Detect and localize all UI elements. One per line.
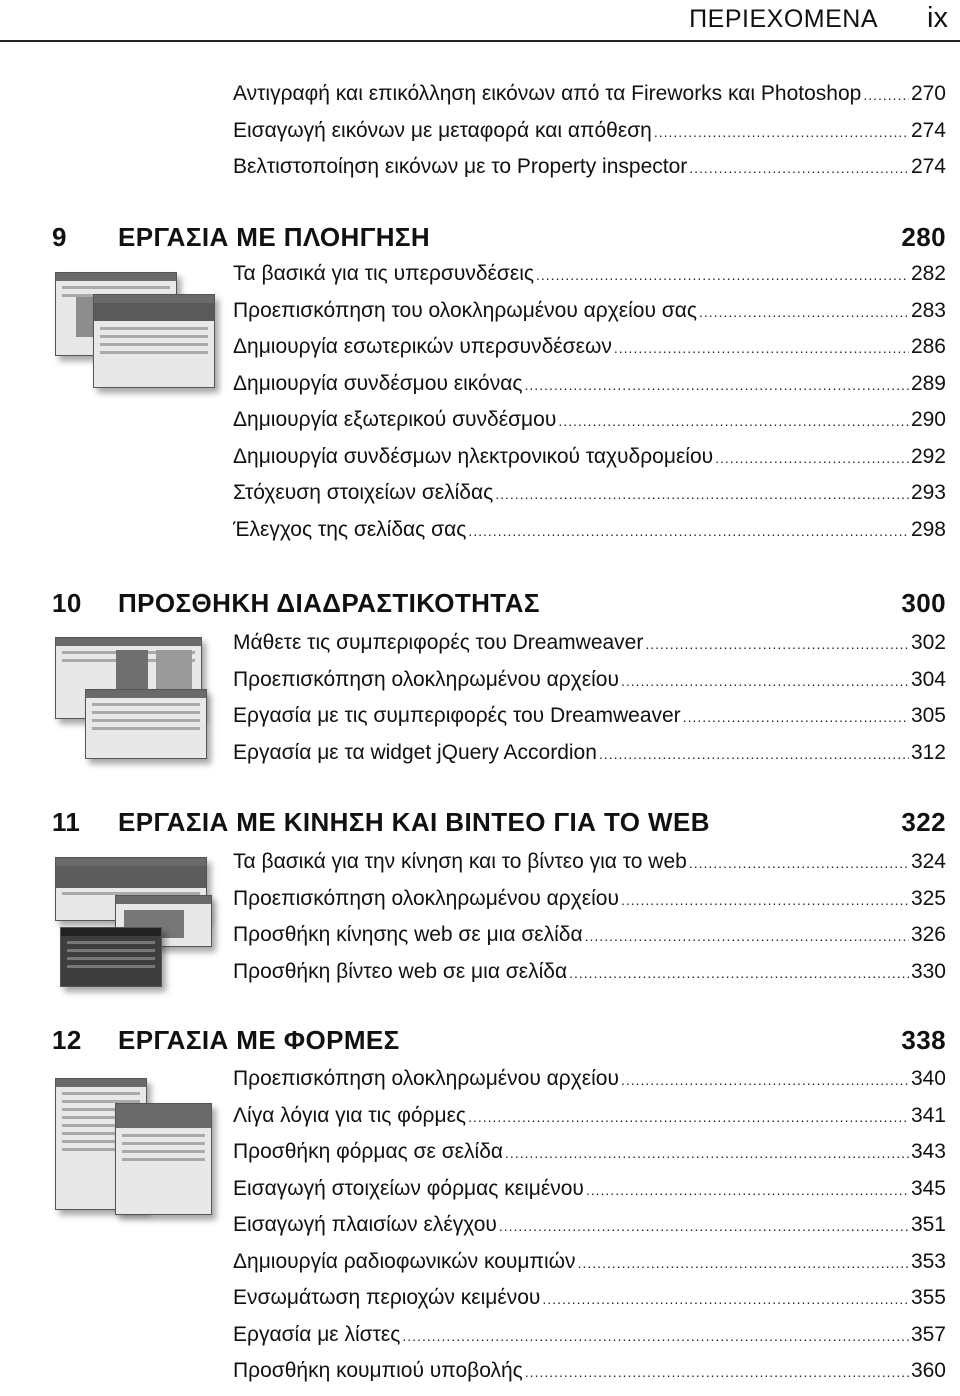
toc-entry[interactable]: Αντιγραφή και επικόλληση εικόνων από τα Fireworks και Photoshop ..... 270 bbox=[233, 82, 946, 119]
toc-entry[interactable]: Εργασία με λίστες ..... 357 bbox=[233, 1323, 946, 1360]
toc-entry[interactable]: Λίγα λόγια για τις φόρμες ..... 341 bbox=[233, 1104, 946, 1141]
chapter-12-heading[interactable]: 12 ΕΡΓΑΣΙΑ ΜΕ ΦΟΡΜΕΣ 338 bbox=[52, 1025, 946, 1055]
toc-entry[interactable]: Έλεγχος της σελίδας σας ..... 298 bbox=[233, 518, 946, 555]
toc-entry[interactable]: Προεπισκόπηση ολοκληρωμένου αρχείου ..... 304 bbox=[233, 668, 946, 705]
chapter-11-entries bbox=[233, 850, 946, 996]
header-rule bbox=[0, 40, 960, 42]
toc-entry[interactable]: Προσθήκη κίνησης web σε μια σελίδα ..... 326 bbox=[233, 923, 946, 960]
toc-entry[interactable]: Δημιουργία ραδιοφωνικών κουμπιών ..... 353 bbox=[233, 1250, 946, 1287]
chapter-11-screenshots bbox=[55, 857, 215, 992]
toc-entry[interactable]: Δημιουργία εξωτερικού συνδέσμου ..... 290 bbox=[233, 408, 946, 445]
header-title: ΠΕΡΙΕΧΟΜΕΝΑ bbox=[689, 5, 878, 33]
toc-entry[interactable]: Προσθήκη φόρμας σε σελίδα ..... 343 bbox=[233, 1140, 946, 1177]
toc-entry[interactable]: Δημιουργία συνδέσμων ηλεκτρονικού ταχυδρομείου ..... 292 bbox=[233, 445, 946, 482]
toc-entry[interactable]: Τα βασικά για τις υπερσυνδέσεις ..... 282 bbox=[233, 262, 946, 299]
chapter-9-heading[interactable]: 9 ΕΡΓΑΣΙΑ ΜΕ ΠΛΟΗΓΗΣΗ 280 bbox=[52, 222, 946, 252]
toc-entry[interactable]: Προεπισκόπηση του ολοκληρωμένου αρχείου σας ..... 283 bbox=[233, 299, 946, 336]
toc-entry[interactable]: Εργασία με τις συμπεριφορές του Dreamweaver ..... 305 bbox=[233, 704, 946, 741]
toc-entry[interactable]: Εισαγωγή στοιχείων φόρμας κειμένου ..... 345 bbox=[233, 1177, 946, 1214]
toc-entry[interactable]: Δημιουργία εσωτερικών υπερσυνδέσεων ..... 286 bbox=[233, 335, 946, 372]
chapter-9-entries bbox=[233, 262, 946, 554]
chapter-12-entries bbox=[233, 1067, 946, 1396]
toc-entry[interactable]: Εισαγωγή πλαισίων ελέγχου ..... 351 bbox=[233, 1213, 946, 1250]
toc-entry[interactable]: Στόχευση στοιχείων σελίδας ..... 293 bbox=[233, 481, 946, 518]
toc-entry[interactable]: Προεπισκόπηση ολοκληρωμένου αρχείου ..... 325 bbox=[233, 887, 946, 924]
page-header bbox=[0, 0, 960, 44]
toc-entry[interactable]: Προεπισκόπηση ολοκληρωμένου αρχείου ..... 340 bbox=[233, 1067, 946, 1104]
toc-entry[interactable]: Προσθήκη βίντεο web σε μια σελίδα ..... 330 bbox=[233, 960, 946, 997]
toc-entry[interactable]: Βελτιστοποίηση εικόνων με το Property inspector ..... 274 bbox=[233, 155, 946, 192]
chapter-9-screenshots bbox=[55, 272, 215, 392]
top-entries bbox=[233, 82, 946, 192]
chapter-10-entries bbox=[233, 631, 946, 777]
toc-entry[interactable]: Δημιουργία συνδέσμου εικόνας ..... 289 bbox=[233, 372, 946, 409]
toc-entry[interactable]: Εισαγωγή εικόνων με μεταφορά και απόθεση ..... 274 bbox=[233, 119, 946, 156]
toc-entry[interactable]: Μάθετε τις συμπεριφορές του Dreamweaver ..... 302 bbox=[233, 631, 946, 668]
chapter-10-heading[interactable]: 10 ΠΡΟΣΘΗΚΗ ΔΙΑΔΡΑΣΤΙΚΟΤΗΤΑΣ 300 bbox=[52, 588, 946, 618]
chapter-11-heading[interactable]: 11 ΕΡΓΑΣΙΑ ΜΕ ΚΙΝΗΣΗ ΚΑΙ ΒΙΝΤΕΟ ΓΙΑ ΤΟ WEB 322 bbox=[52, 807, 946, 837]
header-page-number: ix bbox=[927, 2, 948, 34]
chapter-10-screenshots bbox=[55, 637, 215, 762]
chapter-12-screenshots bbox=[55, 1078, 215, 1223]
toc-entry[interactable]: Εργασία με τα widget jQuery Accordion ..... 312 bbox=[233, 741, 946, 778]
toc-entry[interactable]: Ενσωμάτωση περιοχών κειμένου ..... 355 bbox=[233, 1286, 946, 1323]
toc-entry[interactable]: Τα βασικά για την κίνηση και το βίντεο για το web ..... 324 bbox=[233, 850, 946, 887]
toc-entry[interactable]: Προσθήκη κουμπιού υποβολής ..... 360 bbox=[233, 1359, 946, 1396]
